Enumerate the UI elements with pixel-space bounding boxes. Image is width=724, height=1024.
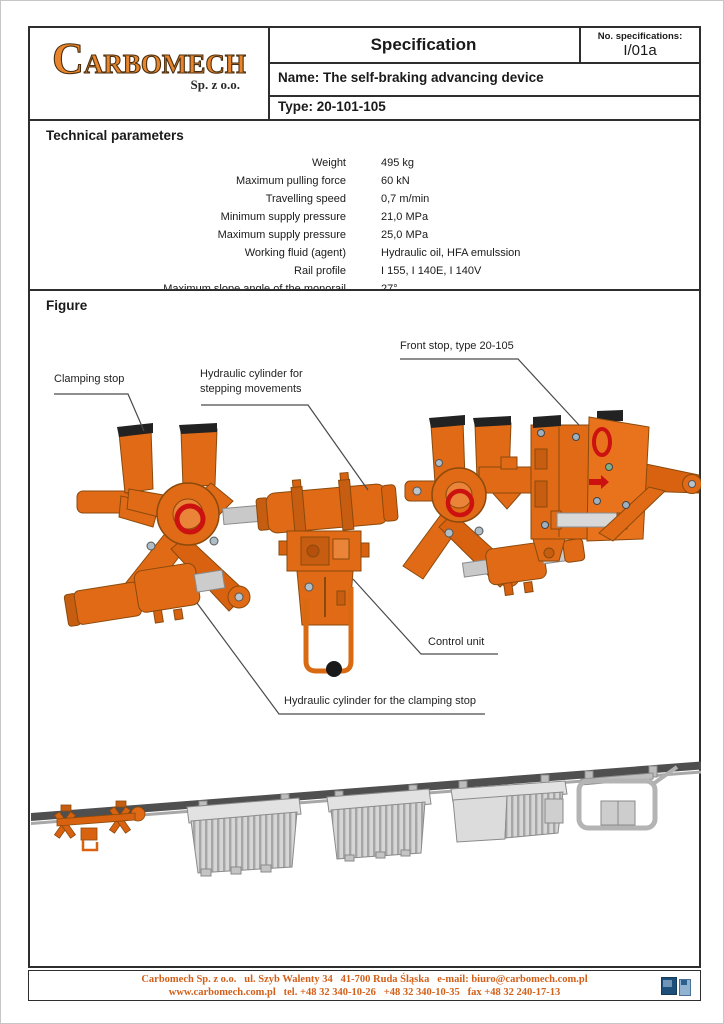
param-row xyxy=(30,226,699,244)
param-label: Minimum supply pressure xyxy=(220,211,346,223)
param-value: 0,7 m/min xyxy=(381,193,430,205)
device-type-row: Type: 20-101-105 xyxy=(278,99,386,114)
param-row xyxy=(30,244,699,262)
label-stepping-cylinder xyxy=(200,367,303,397)
label-stepping-cylinder-line2: stepping movements xyxy=(200,383,302,395)
footer-address-line: Carbomech Sp. z o.o. ul. Szyb Walenty 34 41-700 Ruda Śląska e-mail: biuro@carbomech.com.pl xyxy=(141,974,588,985)
carbomech-logo: CARBOMECH xyxy=(52,34,246,83)
footer xyxy=(28,970,701,1001)
param-row xyxy=(30,154,699,172)
param-row xyxy=(30,208,699,226)
param-label: Working fluid (agent) xyxy=(244,247,346,259)
param-row xyxy=(30,190,699,208)
monorail-drawing xyxy=(31,761,701,876)
device-name-row: Name: The self-braking advancing device xyxy=(268,64,699,97)
param-label: Travelling speed xyxy=(265,193,346,205)
parameters-table xyxy=(30,154,699,298)
label-clamping-cylinder: Hydraulic cylinder for the clamping stop xyxy=(284,695,476,707)
certification-badge-icon xyxy=(661,976,693,996)
header-row-title xyxy=(268,28,699,64)
monorail-load-2 xyxy=(327,785,431,861)
label-front-stop: Front stop, type 20-105 xyxy=(400,340,514,352)
logo-cell xyxy=(30,28,270,119)
figure-drawing xyxy=(28,289,701,968)
param-value: 495 kg xyxy=(381,157,415,169)
param-label: Weight xyxy=(311,157,346,169)
param-value: I 155, I 140E, I 140V xyxy=(381,265,482,277)
spec-number-value: I/01a xyxy=(623,42,657,59)
param-label: Rail profile xyxy=(294,265,346,277)
figure-heading: Figure xyxy=(46,298,88,313)
param-label: Maximum supply pressure xyxy=(217,229,346,241)
certification-badge-glyph xyxy=(663,980,672,987)
param-value: 25,0 MPa xyxy=(381,229,429,241)
label-control-unit: Control unit xyxy=(428,636,485,648)
monorail-load-1 xyxy=(187,794,301,876)
front-stop-drawing xyxy=(531,410,701,561)
header-right xyxy=(268,28,699,119)
param-value: 60 kN xyxy=(381,175,410,187)
param-row xyxy=(30,172,699,190)
control-unit-drawing xyxy=(279,531,369,677)
page-title: Specification xyxy=(370,35,477,54)
technical-parameters-heading: Technical parameters xyxy=(46,128,184,143)
header-table xyxy=(28,26,701,121)
param-label: Maximum pulling force xyxy=(235,175,346,187)
logo-suffix: Sp. z o.o. xyxy=(190,77,240,92)
certification-badge-light-glyph xyxy=(681,980,687,985)
clamping-stop-leader xyxy=(54,394,144,431)
label-clamping-stop: Clamping stop xyxy=(54,373,125,385)
param-value: Hydraulic oil, HFA emulssion xyxy=(381,247,521,259)
spec-number-label: No. specifications: xyxy=(597,31,683,42)
spec-number-cell xyxy=(579,28,699,62)
label-stepping-cylinder-line1: Hydraulic cylinder for xyxy=(200,368,303,380)
footer-contact-line: www.carbomech.com.pl tel. +48 32 340-10-26 +48 32 340-10-35 fax +48 32 240-17-13 xyxy=(168,987,561,998)
front-stop-leader xyxy=(400,359,579,425)
technical-parameters-section xyxy=(28,119,701,291)
param-value: 21,0 MPa xyxy=(381,211,429,223)
clamping-stop-drawing xyxy=(62,423,250,637)
param-row xyxy=(30,262,699,280)
